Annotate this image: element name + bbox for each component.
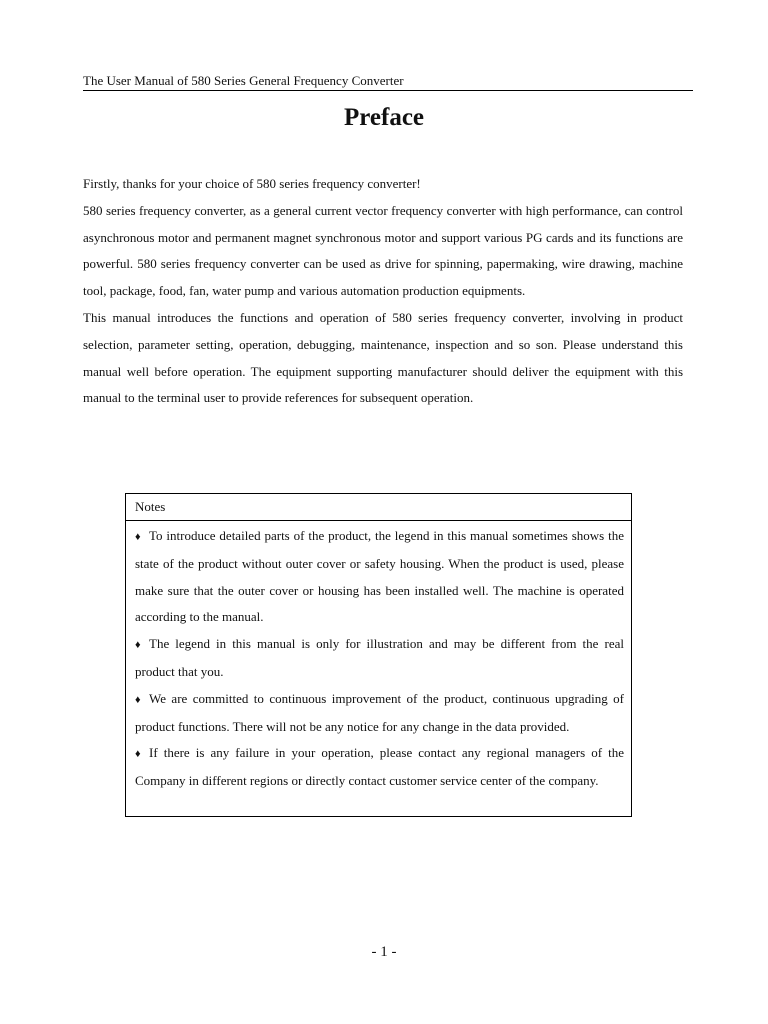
- note-item: [135, 523, 624, 631]
- notes-box: [125, 493, 632, 817]
- note-text: We are committed to continuous improvement of the product, continuous upgrading of product functions. There will not be any notice for any change in the data provided.: [135, 690, 624, 734]
- diamond-bullet-icon: ♦: [135, 748, 141, 761]
- page-title: Preface: [343, 104, 425, 131]
- paragraph-thanks: Firstly, thanks for your choice of 580 series frequency converter!: [83, 176, 421, 191]
- note-text: The legend in this manual is only for illustration and may be different from the real product that you.: [135, 636, 624, 679]
- note-text: To introduce detailed parts of the product, the legend in this manual sometimes shows the state of the product without outer cover or safety housing. When the product is used, please make sure that the outer cover or housing has been installed well. The machine is operated according to the manual.: [135, 528, 624, 625]
- notes-heading: Notes: [126, 494, 631, 521]
- diamond-bullet-icon: ♦: [135, 693, 141, 706]
- diamond-bullet-icon: ♦: [135, 531, 141, 543]
- note-item: [135, 740, 624, 795]
- paragraph-overview: 580 series frequency converter, as a general current vector frequency converter with high performance, can control asynchronous motor and permanent magnet synchronous motor and support various PG cards and its functions are powerful. 580 series frequency converter can be used as drive for spinning, papermaking, wire drawing, machine tool, package, food, fan, water pump and various automation production equipments.: [83, 202, 683, 299]
- note-text: If there is any failure in your operation, please contact any regional managers of the Company in different regions or directly contact customer service center of the company.: [135, 745, 624, 789]
- paragraph-manual-scope: This manual introduces the functions and operation of 580 series frequency converter, involving in product selection, parameter setting, operation, debugging, maintenance, inspection and so son. Please understand this manual well before operation. The equipment supporting manufacturer should deliver the equipment with this manual to the terminal user to provide references for subsequent operation.: [83, 309, 683, 406]
- diamond-bullet-icon: ♦: [135, 639, 141, 652]
- page-number: - 1 -: [371, 944, 397, 960]
- note-item: [135, 631, 624, 686]
- preface-body: [83, 171, 683, 412]
- notes-list: [126, 521, 631, 795]
- note-item: [135, 686, 624, 741]
- running-header: The User Manual of 580 Series General Frequency Converter: [83, 73, 693, 91]
